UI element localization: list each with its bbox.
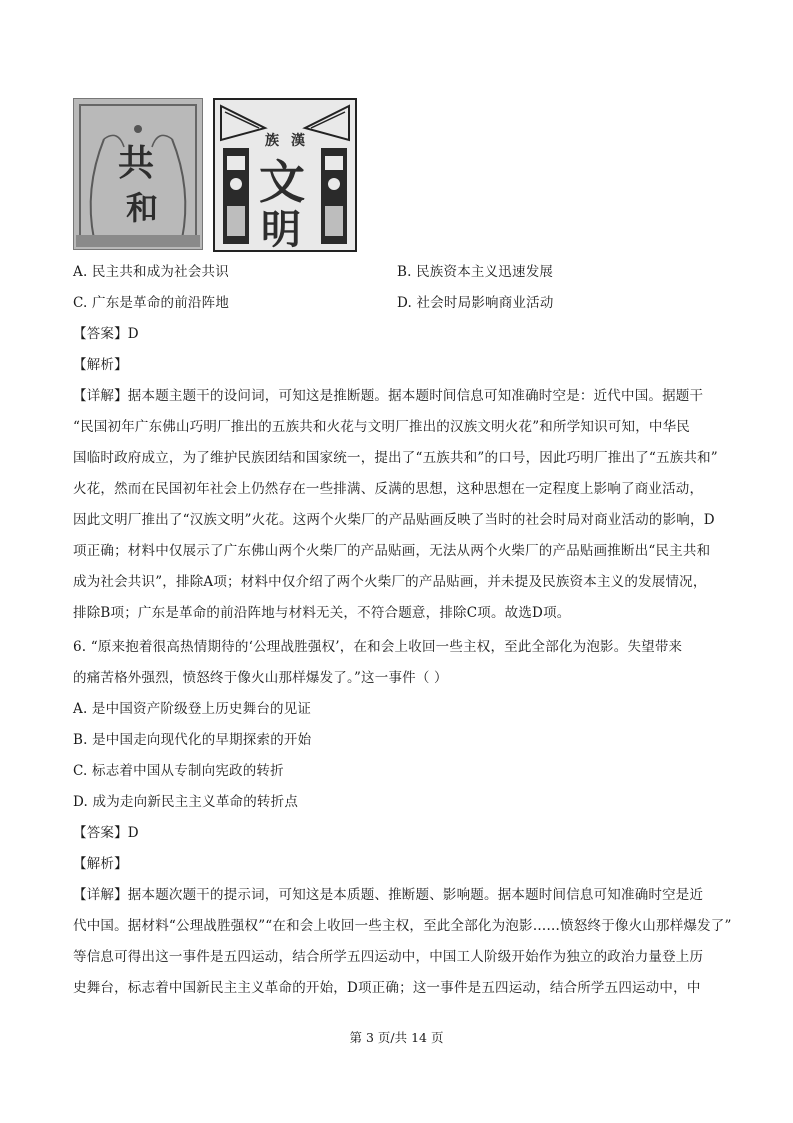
- q6-analysis-label: 【解析】: [73, 856, 128, 872]
- q5-option-d: D. 社会时局影响商业活动: [397, 295, 554, 311]
- label-char-he: 和: [126, 189, 159, 227]
- q6-detail-line: 【详解】据本题次题干的提示词，可知这是本质题、推断题、影响题。据本题时间信息可知准确时空是近: [73, 887, 704, 903]
- label-char-zu: 族: [265, 133, 279, 149]
- q5-analysis-label: 【解析】: [73, 357, 128, 373]
- q6-answer: 【答案】D: [73, 825, 139, 841]
- q5-detail-line: 国临时政府成立，为了维护民族团结和国家统一，提出了“五族共和”的口号，因此巧明厂推出了“五族共和”: [73, 450, 718, 466]
- q5-detail-line: 【详解】据本题主题干的设问词，可知这是推断题。据本题时间信息可知准确时空是：近代中国。据题干: [73, 388, 704, 404]
- q6-option-d: D. 成为走向新民主主义革命的转折点: [73, 794, 299, 810]
- wuzu-gonghe-label-image: [73, 98, 203, 250]
- q6-option-b: B. 是中国走向现代化的早期探索的开始: [73, 732, 312, 748]
- q6-stem-line: 的痛苦格外强烈，愤怒终于像火山那样爆发了。”这一事件（ ）: [73, 670, 448, 686]
- q5-answer: 【答案】D: [73, 326, 139, 342]
- q5-detail-line: 项正确；材料中仅展示了广东佛山两个火柴厂的产品贴画，无法从两个火柴厂的产品贴画推断出“民主共和: [73, 543, 711, 559]
- q5-option-c: C. 广东是革命的前沿阵地: [73, 295, 230, 311]
- q5-detail-line: 因此文明厂推出了“汉族文明”火花。这两个火柴厂的产品贴画反映了当时的社会时局对商业活动的影响，D: [73, 512, 715, 528]
- q6-detail-line: 等信息可得出这一事件是五四运动，结合所学五四运动中，中国工人阶级开始作为独立的政治力量登上历: [73, 949, 704, 965]
- hanzu-wenming-label-image: [213, 98, 357, 252]
- q5-option-b: B. 民族资本主义迅速发展: [397, 264, 554, 280]
- label-char-gong: 共: [118, 142, 155, 184]
- q6-detail-line: 史舞台，标志着中国新民主主义革命的开始，D项正确；这一事件是五四运动，结合所学五四运动中，中: [73, 980, 701, 996]
- q5-detail-line: 成为社会共识”，排除A项；材料中仅介绍了两个火柴厂的产品贴画，并未提及民族资本主义的发展情况，: [73, 574, 707, 590]
- page-footer: 第 3 页/共 14 页: [349, 1030, 444, 1045]
- q6-option-a: A. 是中国资产阶级登上历史舞台的见证: [73, 701, 312, 717]
- q6-detail-line: 代中国。据材料“公理战胜强权”“在和会上收回一些主权，至此全部化为泡影……愤怒终于像火山那样爆发了”: [73, 918, 732, 934]
- label-char-wen: 文: [259, 155, 305, 209]
- q5-detail-line: 火花，然而在民国初年社会上仍然存在一些排满、反满的思想，这种思想在一定程度上影响了商业活动，: [73, 481, 704, 497]
- label-char-han: 漢: [291, 133, 305, 149]
- q5-detail-line: 排除B项；广东是革命的前沿阵地与材料无关，不符合题意，排除C项。故选D项。: [73, 605, 571, 621]
- matchbox-labels-figure: [73, 98, 363, 253]
- q5-detail-line: “民国初年广东佛山巧明厂推出的五族共和火花与文明厂推出的汉族文明火花”和所学知识可知，中华民: [73, 419, 691, 435]
- q6-stem-line: 6. “原来抱着很高热情期待的‘公理战胜强权’，在和会上收回一些主权，至此全部化为泡影。失望带来: [73, 639, 683, 655]
- label-char-ming: 明: [261, 206, 301, 253]
- q6-option-c: C. 标志着中国从专制向宪政的转折: [73, 763, 284, 779]
- q5-option-a: A. 民主共和成为社会共识: [73, 264, 229, 280]
